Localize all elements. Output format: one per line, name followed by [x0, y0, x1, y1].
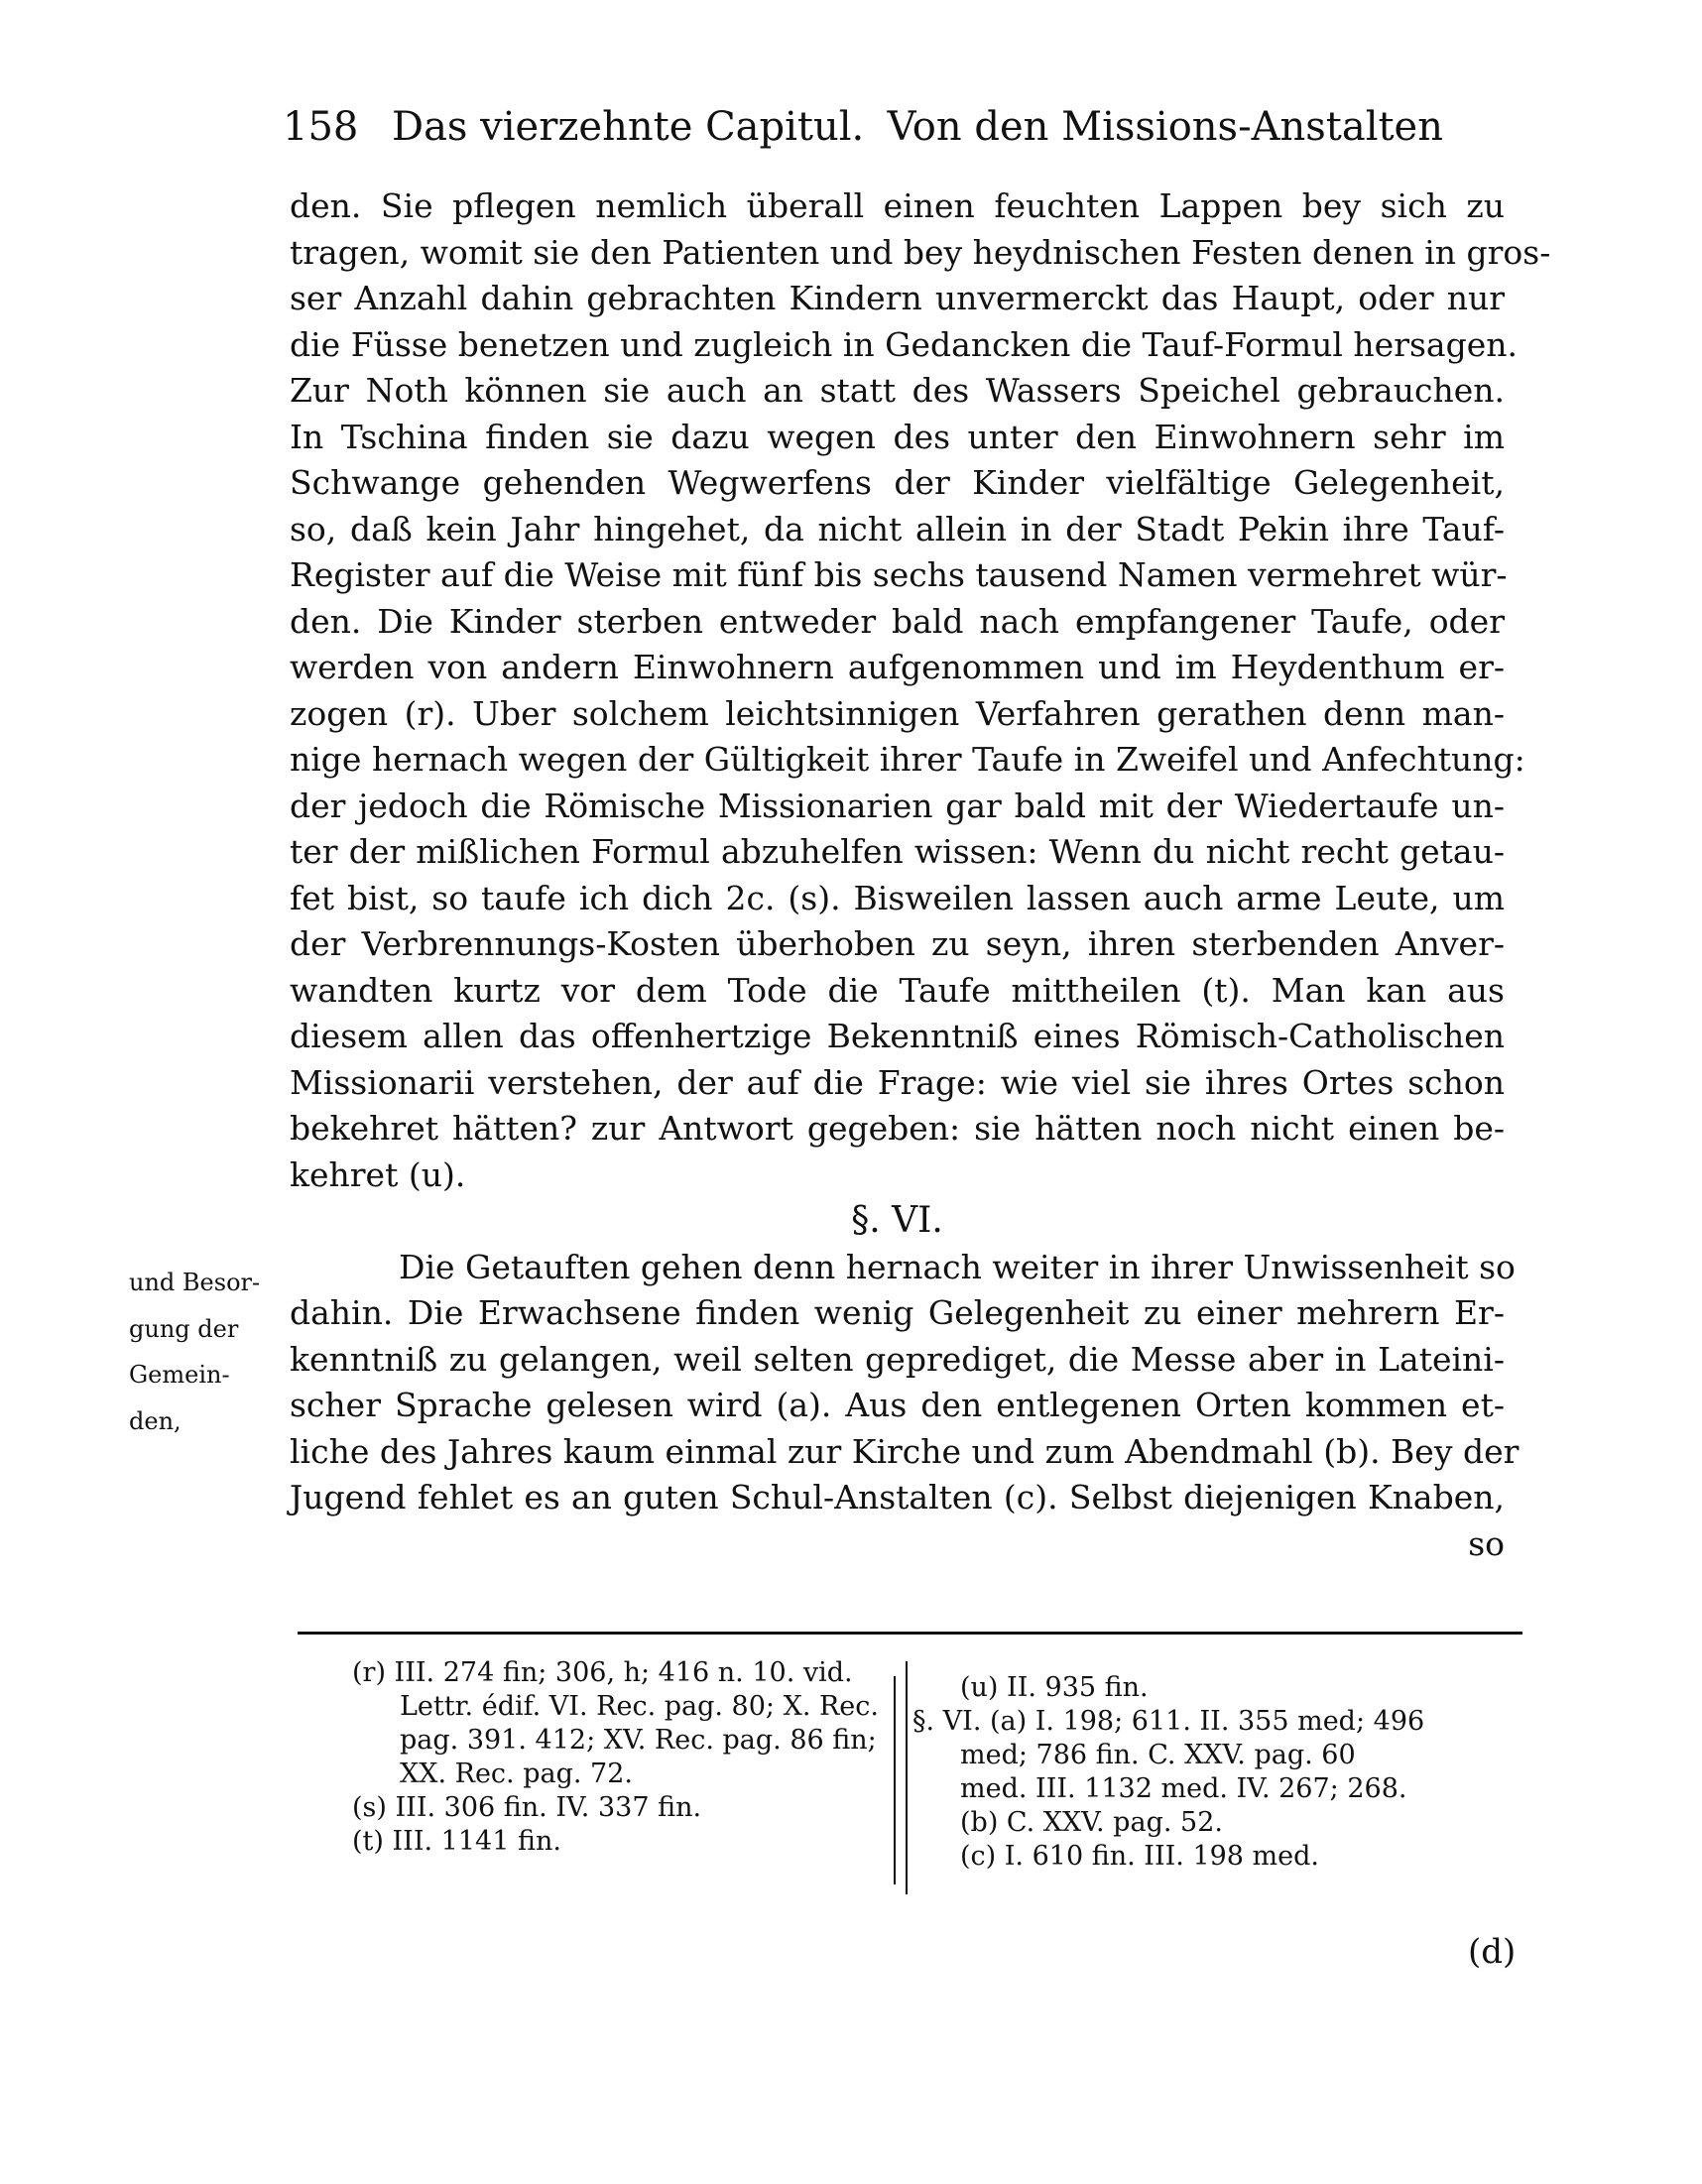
footnote-line: med. III. 1132 med. IV. 267; 268. — [960, 1773, 1407, 1804]
text-line: ser Anzahl dahin gebrachten Kindern unvermerckt das Haupt, oder nur — [290, 279, 1505, 317]
text-line: In Tschina finden sie dazu wegen des unter den Einwohnern sehr im — [290, 417, 1505, 456]
text-line: nige hernach wegen der Gültigkeit ihrer Taufe in Zweifel und Anfechtung: — [290, 740, 1525, 779]
footnote-line: §. VI. (a) I. 198; 611. II. 355 med; 496 — [912, 1706, 1425, 1737]
footnote-line: XX. Rec. pag. 72. — [400, 1759, 633, 1789]
text-line: liche des Jahres kaum einmal zur Kirche und zum Abendmahl (b). Bey der — [290, 1431, 1520, 1471]
footnote-line: (s) III. 306 fin. IV. 337 fin. — [352, 1792, 702, 1823]
text-line: wandten kurtz vor dem Tode die Taufe mittheilen (t). Man kan aus — [290, 970, 1505, 1010]
footnotes-left — [352, 1656, 903, 1859]
footnote-line: (u) II. 935 fin. — [960, 1672, 1149, 1703]
footnotes-right — [912, 1671, 1527, 1874]
footnote-rule — [298, 1632, 1522, 1635]
footnote-line: (b) C. XXV. pag. 52. — [960, 1807, 1223, 1838]
text-line: die Füsse benetzen und zugleich in Gedancken die Tauf-Formul hersagen. — [290, 324, 1518, 364]
footnote-line: Lettr. édif. VI. Rec. pag. 80; X. Rec. — [400, 1691, 879, 1722]
footnote-divider — [894, 1676, 896, 1884]
text-line: ter der mißlichen Formul abzuhelfen wissen: Wenn du nicht recht getau- — [290, 832, 1505, 871]
text-line: zogen (r). Uber solchem leichtsinnigen Verfahren gerathen denn man- — [290, 693, 1505, 733]
footnote-line: (r) III. 274 fin; 306, h; 416 n. 10. vid. — [352, 1657, 853, 1688]
margin-note-line: den, — [129, 1406, 182, 1435]
section-heading: §. VI. — [851, 1200, 943, 1241]
text-line: scher Sprache gelesen wird (a). Aus den entlegenen Orten kommen et- — [290, 1386, 1505, 1424]
footnote-line: (t) III. 1141 fin. — [352, 1826, 561, 1857]
text-line: den. Die Kinder sterben entweder bald nach empfangener Taufe, oder — [290, 601, 1505, 641]
text-line: bekehret hätten? zur Antwort gegeben: sie hätten noch nicht einen be- — [290, 1109, 1505, 1148]
chapter-title: Das vierzehnte Capitul. — [392, 104, 865, 150]
text-line: werden von andern Einwohnern aufgenommen und im Heydenthum er- — [290, 648, 1505, 686]
text-line: fet bist, so taufe ich dich 2c. (s). Bisweilen lassen auch arme Leute, um — [290, 878, 1505, 917]
text-line: tragen, womit sie den Patienten und bey heydnischen Festen denen in gros- — [290, 232, 1551, 272]
text-line: dahin. Die Erwachsene finden wenig Gelegenheit zu einer mehrern Er- — [290, 1293, 1505, 1332]
text-line: der jedoch die Römische Missionarien gar bald mit der Wiedertaufe un- — [290, 786, 1505, 825]
margin-note-line: und Besor- — [129, 1269, 261, 1296]
margin-note-line: Gemein- — [129, 1361, 230, 1389]
text-line: so, daß kein Jahr hingehet, da nicht allein in der Stadt Pekin ihre Tauf- — [290, 509, 1505, 548]
footnote-line: pag. 391. 412; XV. Rec. pag. 86 fin; — [400, 1725, 877, 1756]
margin-note-line: gung der — [129, 1314, 239, 1343]
text-line: Jugend fehlet es an guten Schul-Anstalten (c). Selbst diejenigen Knaben, — [290, 1478, 1505, 1517]
footnote-line: med; 786 fin. C. XXV. pag. 60 — [960, 1740, 1356, 1770]
text-line: Die Getauften gehen denn hernach weiter in ihrer Unwissenheit so — [399, 1247, 1516, 1286]
running-title: Von den Missions-Anstalten — [887, 104, 1443, 150]
body-text — [290, 183, 1551, 1567]
footnote-line: (c) I. 610 fin. III. 198 med. — [960, 1841, 1320, 1872]
text-line: Zur Noth können sie auch an statt des Wassers Speichel gebrauchen. — [290, 371, 1505, 410]
text-line: kehret (u). — [290, 1154, 466, 1194]
text-line: kenntniß zu gelangen, weil selten geprediget, die Messe aber in Lateini- — [290, 1339, 1505, 1379]
page-number: 158 — [283, 104, 359, 150]
text-line: der Verbrennungs-Kosten überhoben zu seyn, ihren sterbenden Anver- — [290, 924, 1505, 963]
text-line: Missionarii verstehen, der auf die Frage: wie viel sie ihres Ortes schon — [290, 1062, 1505, 1102]
text-line: Schwange gehenden Wegwerfens der Kinder vielfältige Gelegenheit, — [290, 463, 1505, 502]
text-line: diesem allen das offenhertzige Bekenntniß eines Römisch-Catholischen — [290, 1017, 1505, 1055]
page-header — [283, 99, 1443, 155]
text-line: Register auf die Weise mit fünf bis sechs tausend Namen vermehret wür- — [290, 555, 1508, 594]
margin-note — [129, 1260, 288, 1444]
footnote-divider — [906, 1661, 908, 1894]
text-line: den. Sie pflegen nemlich überall einen feuchten Lappen bey sich zu — [290, 186, 1505, 225]
catchword: (d) — [1468, 1932, 1517, 1972]
text-line: so — [1468, 1523, 1505, 1563]
